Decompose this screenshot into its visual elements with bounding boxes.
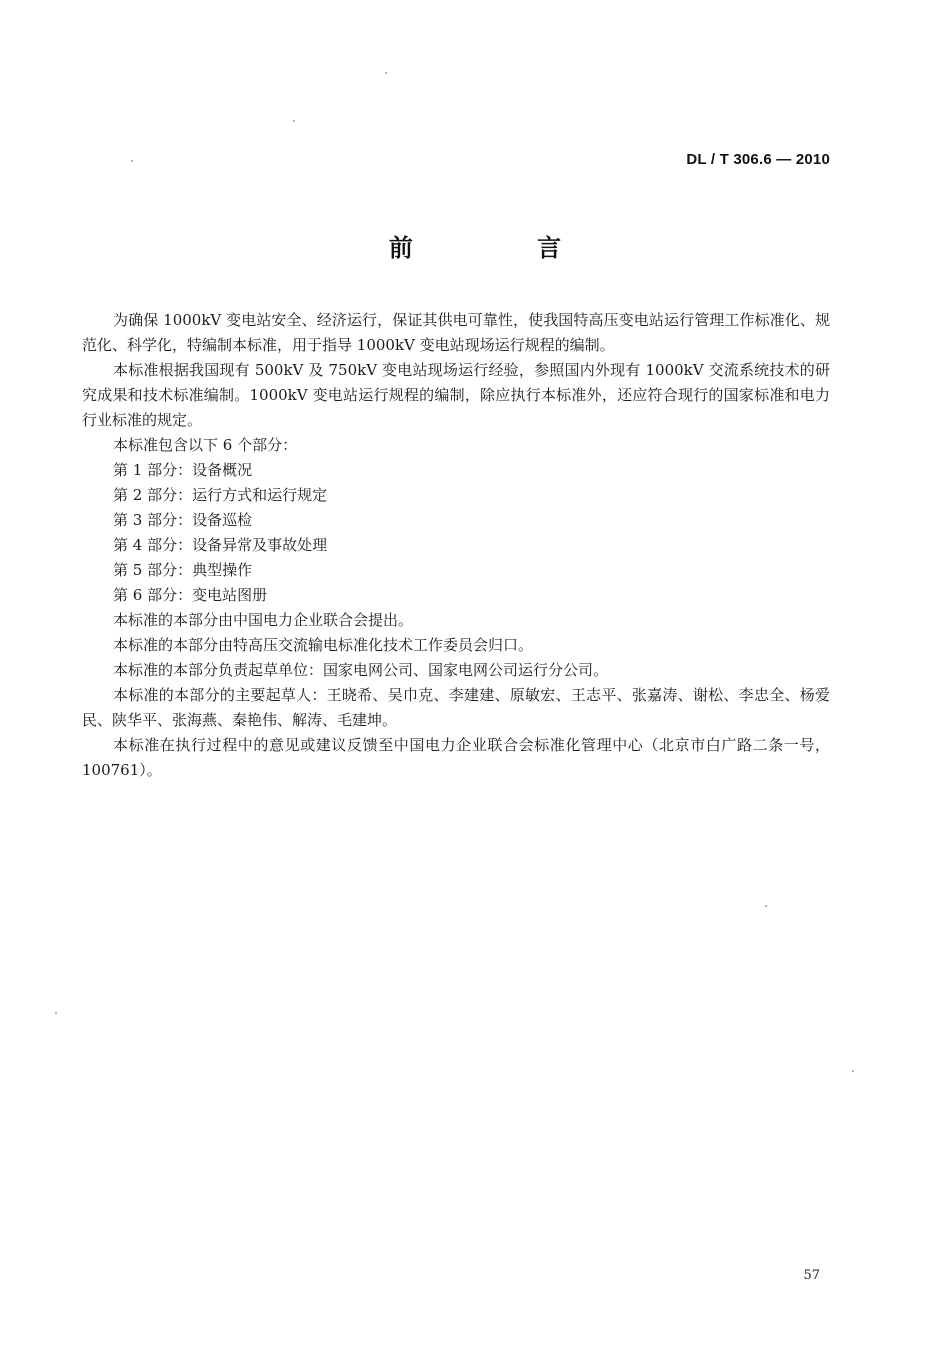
scan-speck — [385, 72, 387, 74]
paragraph-parts-intro: 本标准包含以下 6 个部分： — [113, 436, 298, 454]
list-item-part-3: 第 3 部分：设备巡检 — [113, 511, 253, 529]
paragraph-proposer: 本标准的本部分由中国电力企业联合会提出。 — [113, 611, 414, 629]
scan-speck — [131, 160, 133, 162]
paragraph-basis: 本标准根据我国现有 500kV 及 750kV 变电站现场运行经验，参照国内外现有 1000kV 交流系统技术的研究成果和技术标准编制。1000kV 变电站运行规程的编制，除应执行本标准外，还应符合现行的国家标准和电力行业标准的规定。 — [82, 361, 830, 429]
paragraph-feedback: 本标准在执行过程中的意见或建议反馈至中国电力企业联合会标准化管理中心（北京市白广路二条一号，100761）。 — [82, 736, 830, 779]
list-item-part-5: 第 5 部分：典型操作 — [113, 561, 253, 579]
list-item-part-2: 第 2 部分：运行方式和运行规定 — [113, 486, 328, 504]
scan-speck — [293, 120, 295, 122]
scan-speck — [852, 1070, 854, 1072]
page-title: 前 言 — [388, 233, 620, 262]
scan-speck — [55, 1012, 57, 1014]
paragraph-purpose: 为确保 1000kV 变电站安全、经济运行，保证其供电可靠性，使我国特高压变电站运行管理工作标准化、规范化、科学化，特编制本标准，用于指导 1000kV 变电站现场运行规程的编制。 — [82, 311, 830, 354]
list-item-part-1: 第 1 部分：设备概况 — [113, 461, 253, 479]
body-text — [82, 308, 830, 783]
page-number: 57 — [803, 1268, 820, 1283]
paragraph-administrator: 本标准的本部分由特高压交流输电标准化技术工作委员会归口。 — [113, 636, 534, 654]
list-item-part-6: 第 6 部分：变电站图册 — [113, 586, 268, 604]
paragraph-drafting-units: 本标准的本部分负责起草单位：国家电网公司、国家电网公司运行分公司。 — [113, 661, 609, 679]
list-item-part-4: 第 4 部分：设备异常及事故处理 — [113, 536, 328, 554]
scan-speck — [765, 905, 767, 907]
paragraph-drafters: 本标准的本部分的主要起草人：王晓希、吴巾克、李建建、原敏宏、王志平、张嘉涛、谢松、李忠全、杨爱民、陕华平、张海燕、秦艳伟、解涛、毛建坤。 — [82, 686, 830, 729]
standard-code: DL / T 306.6 — 2010 — [686, 151, 830, 168]
